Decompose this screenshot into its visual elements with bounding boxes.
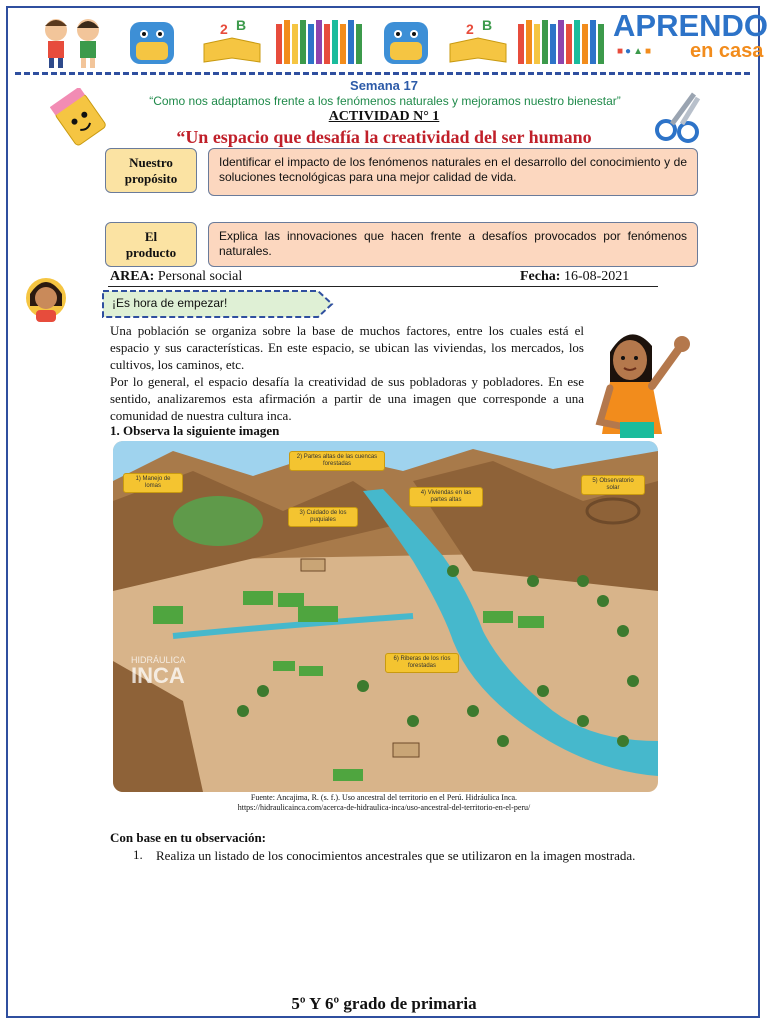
- header-divider: [15, 72, 750, 75]
- grade-footer: 5º Y 6º grado de primaria: [291, 994, 477, 1013]
- logo-dots: ■●▲■: [617, 46, 654, 57]
- svg-text:HIDRÁULICA: HIDRÁULICA: [131, 655, 186, 665]
- date-field: [520, 269, 629, 285]
- purpose-label: [105, 148, 197, 193]
- backpack-icon: [376, 12, 436, 68]
- colored-pencils-icon: [274, 14, 364, 66]
- callout-cuencas: 2) Partes altas de las cuencas forestadas: [289, 451, 385, 471]
- svg-text:2: 2: [466, 21, 474, 37]
- question-1-number: 1.: [133, 847, 143, 862]
- girl-avatar-icon: [22, 272, 70, 326]
- product-label: [105, 222, 197, 267]
- colored-pencils-icon: [516, 14, 606, 66]
- logo-en-casa: en casa: [690, 40, 764, 62]
- start-banner-text: ¡Es hora de empezar!: [112, 296, 228, 310]
- kids-illustration: [36, 12, 110, 70]
- image-source: Fuente: Ancajima, R. (s. f.). Uso ancestral del territorio en el Perú. Hidráulica Inca.: [250, 793, 518, 802]
- svg-text:B: B: [482, 17, 493, 33]
- callout-observatorio: 5) Observatorio solar: [581, 475, 645, 495]
- logo-aprendo: APRENDO: [613, 8, 768, 43]
- week-quote: “Como nos adaptamos frente a los fenómenos naturales y mejoramos nuestro bienestar”: [149, 94, 621, 108]
- image-source-url: https://hidraulicainca.com/acerca-de-hidraulica-inca/uso-ancestral-del-territorio-en-el-peru/: [237, 803, 531, 812]
- inca-territory-illustration: [113, 441, 658, 792]
- intro-paragraph: [110, 322, 584, 424]
- svg-text:B: B: [236, 17, 247, 33]
- product-label-line2: producto: [125, 244, 177, 260]
- product-label-line1: El: [144, 228, 158, 244]
- area-value: Personal social: [157, 269, 243, 284]
- backpack-icon: [122, 12, 182, 68]
- purpose-label-line2: propósito: [124, 170, 178, 186]
- callout-puquiales: 3) Cuidado de los puquiales: [288, 507, 358, 527]
- intro-paragraph-2: Por lo general, el espacio desafía la creatividad de sus pobladoras y pobladores. En ese sentido, analizaremos esta afirmación a partir de una imagen que corresponde a una comunidad de nuestra cultura inca.: [110, 374, 584, 423]
- activity-number: ACTIVIDAD N° 1: [328, 109, 440, 124]
- callout-riberas: 6) Riberas de los ríos forestadas: [385, 653, 459, 673]
- open-book-icon: [200, 14, 264, 66]
- callout-viviendas: 4) Viviendas en las partes altas: [409, 487, 483, 507]
- intro-paragraph-1: Una población se organiza sobre la base de muchos factores, entre los cuales está el espacio y sus características. En este espacio, se ubican las viviendas, los mercados, los cultivos, los caminos, etc.: [110, 323, 584, 372]
- product-text: Explica las innovaciones que hacen frente a desafíos provocados por fenómenos naturales.: [208, 222, 698, 267]
- activity-title: “Un espacio que desafía la creatividad del ser humano: [176, 127, 592, 147]
- purpose-text: Identificar el impacto de los fenómenos naturales en el desarrollo del conocimiento y de soluciones tecnológicas para una mejor calidad de vida.: [208, 148, 698, 196]
- purpose-label-line1: Nuestro: [129, 154, 173, 170]
- date-label: Fecha:: [520, 269, 561, 284]
- question-1-text: Realiza un listado de los conocimientos ancestrales que se utilizaron en la imagen mostrada.: [156, 848, 636, 863]
- girl-waving-illustration: [590, 322, 702, 440]
- questions-heading: Con base en tu observación:: [110, 830, 267, 845]
- area-field: [110, 269, 242, 285]
- open-book-icon: [446, 14, 510, 66]
- week-label: Semana 17: [350, 78, 418, 93]
- callout-lomas: 1) Manejo de lomas: [123, 473, 183, 493]
- meta-divider: [108, 286, 658, 287]
- area-label: AREA:: [110, 269, 155, 284]
- step-1-heading: 1. Observa la siguiente imagen: [110, 423, 280, 438]
- svg-text:2: 2: [220, 21, 228, 37]
- inca-watermark: INCA: [131, 663, 185, 688]
- date-value: 16-08-2021: [563, 269, 630, 284]
